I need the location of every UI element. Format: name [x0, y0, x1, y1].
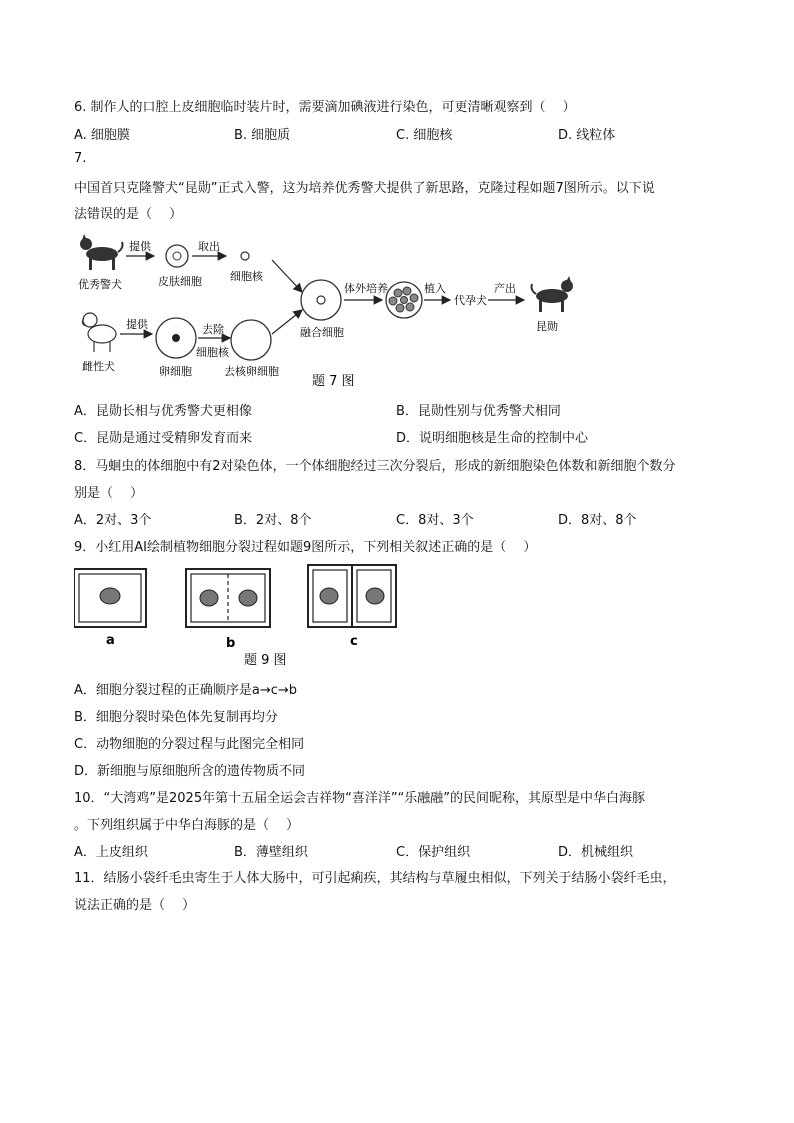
skin-cell-nucleus-shape	[173, 252, 181, 260]
cell-b-nucleus-1	[200, 590, 218, 606]
q7-stem-line1: 中国首只克隆警犬“昆勋”正式入警，这为培养优秀警犬提供了新思路，克隆过程如题7图所示。以下说	[74, 181, 655, 196]
cell-c-nucleus-2	[366, 588, 384, 604]
label-remove-2: 细胞核	[196, 346, 229, 359]
q7-option-b: B．昆勋性别与优秀警犬相同	[396, 404, 561, 419]
label-birth: 产出	[494, 282, 516, 295]
excellent-dog-icon	[80, 234, 123, 270]
label-enucleated-egg: 去核卵细胞	[224, 365, 279, 378]
q8-option-d: D．8对、8个	[558, 513, 637, 528]
q10-option-d: D．机械组织	[558, 845, 634, 860]
q7-cloning-figure	[74, 230, 580, 392]
q7-number: 7.	[74, 151, 87, 166]
q11-stem-line2: 说法正确的是（ ）	[74, 898, 196, 913]
cell-c-nucleus-1	[320, 588, 338, 604]
embryo-icon	[386, 282, 422, 318]
q9-option-d: D．新细胞与原细胞所含的遗传物质不同	[74, 764, 306, 779]
fused-nucleus-shape	[317, 296, 325, 304]
label-kunxun: 昆勋	[536, 320, 558, 333]
label-female-dog: 雌性犬	[82, 360, 115, 373]
q10-option-c: C．保护组织	[396, 845, 471, 860]
q8-option-a: A．2对、3个	[74, 513, 152, 528]
q7-stem-line2: 法错误的是（ ）	[74, 207, 183, 222]
q9-option-b: B．细胞分裂时染色体先复制再均分	[74, 710, 278, 725]
label-cell-b: b	[226, 636, 236, 651]
q10-option-b: B．薄壁组织	[234, 845, 308, 860]
label-remove-1: 去除	[202, 323, 224, 336]
label-nucleus: 细胞核	[230, 270, 263, 283]
q7-option-a: A．昆勋长相与优秀警犬更相像	[74, 404, 252, 419]
q9-stem: 9．小红用AI绘制植物细胞分裂过程如题9图所示，下列相关叙述正确的是（ ）	[74, 540, 537, 555]
label-provide-1: 提供	[129, 240, 151, 253]
label-implant: 植入	[424, 282, 446, 295]
cell-b-nucleus-2	[239, 590, 257, 606]
label-surrogate: 代孕犬	[454, 294, 487, 307]
q8-option-b: B．2对、8个	[234, 513, 312, 528]
egg-nucleus-shape	[172, 334, 180, 342]
label-take-out: 取出	[198, 240, 220, 253]
q9-option-a: A．细胞分裂过程的正确顺序是a→c→b	[74, 683, 298, 698]
q7-option-c: C．昆勋是通过受精卵发育而来	[74, 431, 253, 446]
q10-stem-line1: 10．“大湾鸡”是2025年第十五届全运会吉祥物“喜洋洋”“乐融融”的民间昵称，其原型是中华白海豚	[74, 791, 646, 806]
label-skin-cell: 皮肤细胞	[158, 275, 202, 288]
cloned-dog-icon	[532, 276, 574, 312]
q7-figure-caption: 题 7 图	[312, 374, 355, 389]
q10-stem-line2: 。下列组织属于中华白海豚的是（ ）	[74, 818, 300, 833]
q6-option-b: B. 细胞质	[234, 128, 291, 143]
label-cell-a: a	[106, 633, 115, 648]
nucleus-shape	[241, 252, 249, 260]
label-excellent-dog: 优秀警犬	[78, 278, 122, 291]
q8-stem-line1: 8．马蛔虫的体细胞中有2对染色体，一个体细胞经过三次分裂后，形成的新细胞染色体数和新细胞个数分	[74, 459, 676, 474]
q6-option-d: D. 线粒体	[558, 128, 616, 143]
female-dog-icon	[82, 313, 116, 352]
label-fused-cell: 融合细胞	[300, 326, 344, 339]
label-culture: 体外培养	[344, 282, 388, 295]
q7-option-d: D．说明细胞核是生命的控制中心	[396, 431, 589, 446]
q6-option-c: C. 细胞核	[396, 128, 453, 143]
q8-stem-line2: 别是（ ）	[74, 486, 144, 501]
enucleated-egg-shape	[231, 320, 271, 360]
q9-option-c: C．动物细胞的分裂过程与此图完全相同	[74, 737, 305, 752]
q10-option-a: A．上皮组织	[74, 845, 148, 860]
label-egg-cell: 卵细胞	[159, 365, 192, 378]
q9-cell-division-figure	[74, 563, 400, 669]
label-cell-c: c	[350, 634, 358, 649]
q6-option-a: A. 细胞膜	[74, 128, 130, 143]
q11-stem-line1: 11．结肠小袋纤毛虫寄生于人体大肠中，可引起痢疾，其结构与草履虫相似，下列关于结肠小袋纤毛虫，	[74, 871, 676, 886]
q8-option-c: C．8对、3个	[396, 513, 474, 528]
label-provide-2: 提供	[126, 318, 148, 331]
q6-stem: 6. 制作人的口腔上皮细胞临时装片时，需要滴加碘液进行染色，可更清晰观察到（ ）	[74, 100, 576, 115]
cell-a-nucleus	[100, 588, 120, 604]
q9-figure-caption: 题 9 图	[244, 653, 287, 668]
